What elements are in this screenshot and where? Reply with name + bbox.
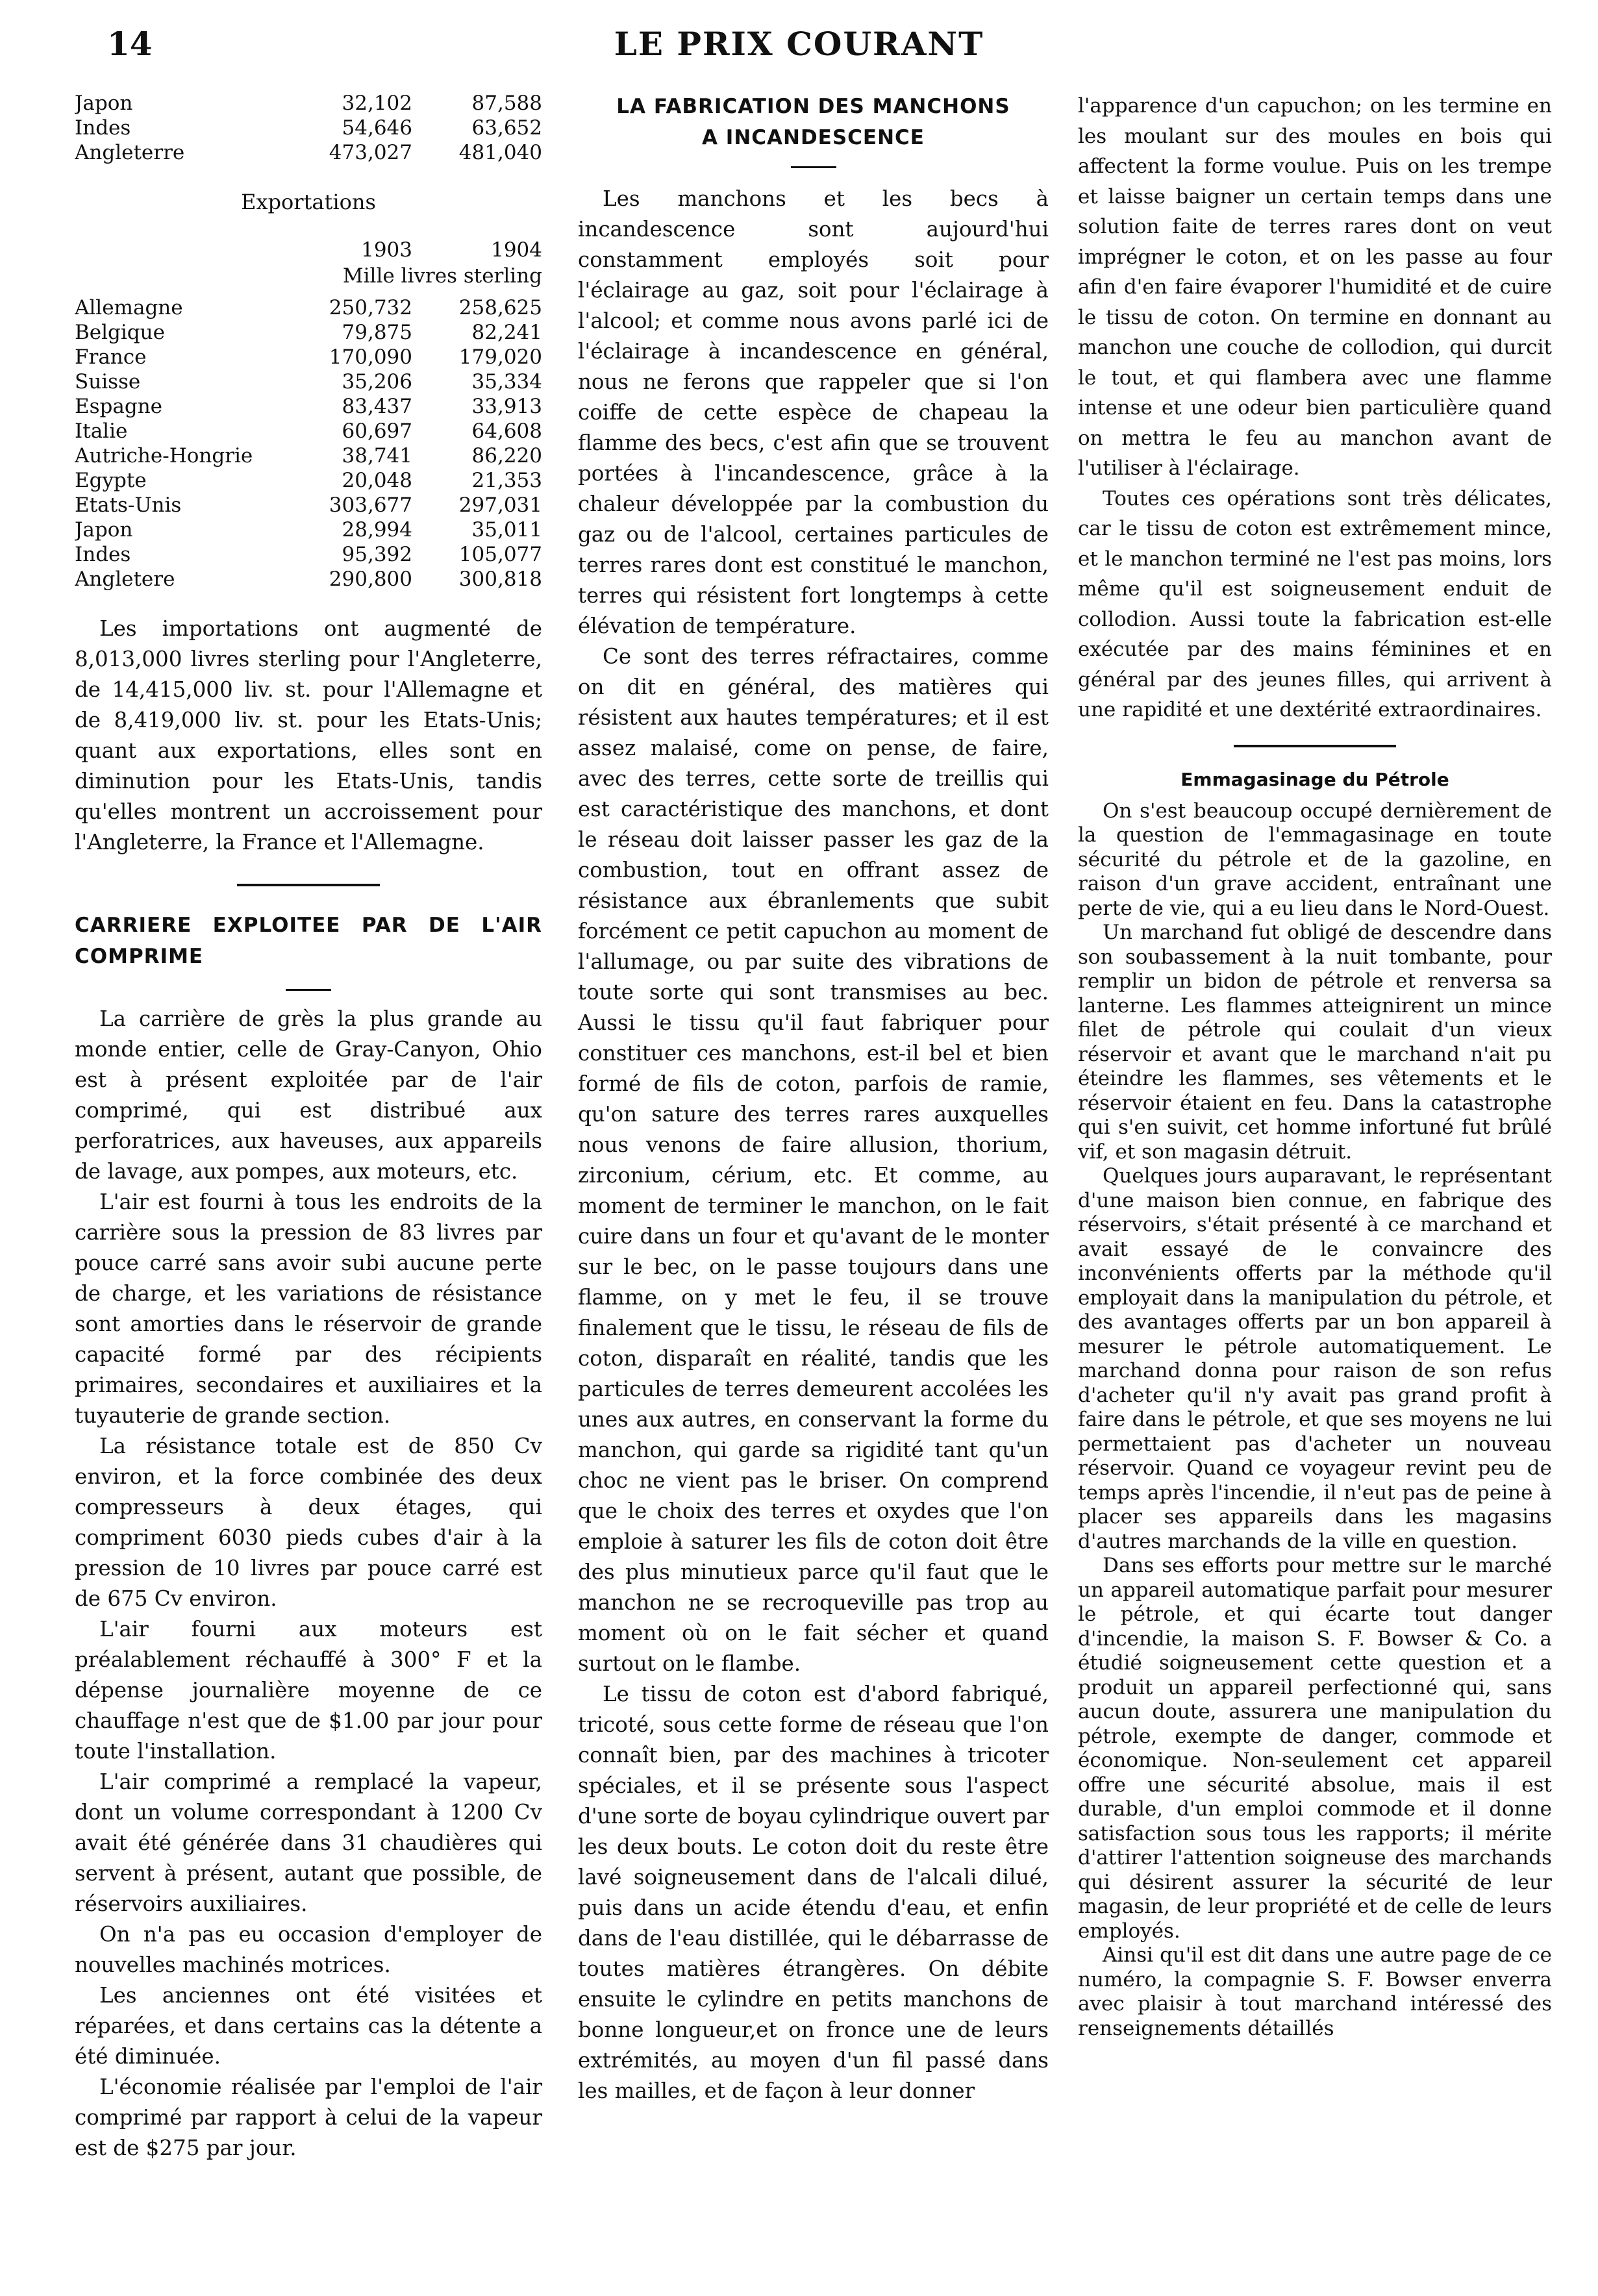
value-1904-cell: 33,913: [471, 395, 542, 418]
carriere-paragraph: L'air comprimé a remplacé la vapeur, dont un volume correspondant à 1200 Cv avait été générée dans 31 chaudières qui servent à présent, autant que possible, de réservoirs auxiliaires.: [75, 1769, 542, 1916]
value-1903-cell: 250,732: [329, 296, 412, 319]
value-1904-cell: 35,011: [471, 518, 542, 542]
manchons-title-line1: LA FABRICATION DES MANCHONS: [616, 95, 1010, 118]
table-row: [75, 493, 542, 518]
country-cell: Suisse: [75, 370, 141, 393]
petrole-paragraph: Quelques jours auparavant, le représentant d'une maison bien connue, en fabrique des réservoirs, s'était présenté à ce marchand et avait essayé de le convaincre des inconvénients offerts par la méthode qu'il employait dans la manipulation du pétrole, et des avantages offerts par un bon appareil à mesurer le pétrole automatiquement. Le marchand donna pour raison de son refus d'acheter qu'il n'y avait pas grand profit à faire dans le pétrole, et que ses moyens ne lui permettaient pas d'acheter un nouveau réservoir. Quand ce voyageur revint peu de temps après l'incendie, il n'eut pas de peine à placer ses appareils dans les magasins d'autres marchands de la ville en question.: [1078, 1164, 1552, 1553]
carriere-paragraph: La résistance totale est de 850 Cv environ, et la force combinée des deux compresseurs à deux étages, qui compriment 6030 pieds cubes d'air à la pression de 10 livres par pouce carré est de 675 Cv environ.: [75, 1434, 542, 1611]
title-divider: [286, 989, 331, 991]
value-1903-cell: 83,437: [342, 395, 412, 418]
column-2: [578, 91, 1049, 2106]
exports-units: Mille livres sterling: [342, 264, 542, 288]
exports-caption: Exportations: [241, 190, 376, 214]
country-cell: Japon: [75, 92, 133, 115]
value-1903-cell: 38,741: [342, 444, 412, 468]
country-cell: Belgique: [75, 321, 165, 344]
value-1903-cell: 28,994: [342, 518, 412, 542]
country-cell: Espagne: [75, 395, 163, 418]
value-1904-cell: 105,077: [458, 543, 542, 566]
table-row: [75, 394, 542, 419]
table-row: [75, 140, 542, 165]
carriere-paragraph: Les anciennes ont été visitées et réparées, et dans certains cas la détente a été diminuée.: [75, 1983, 542, 2069]
value-1904-cell: 481,040: [458, 141, 542, 164]
country-cell: Autriche-Hongrie: [75, 444, 253, 468]
table-row: [75, 518, 542, 542]
carriere-paragraph: On n'a pas eu occasion d'employer de nouvelles machinés motrices.: [75, 1922, 542, 1977]
value-1904-cell: 258,625: [458, 296, 542, 319]
column-1: [75, 91, 542, 2164]
country-cell: Angletere: [75, 568, 175, 591]
value-1904-cell: 87,588: [471, 92, 542, 115]
value-1904-cell: 21,353: [471, 469, 542, 492]
manchons-paragraph: Le tissu de coton est d'abord fabriqué, tricoté, sous cette forme de réseau que l'on connaît bien, par des machines à tricoter spéciales, et il se présente sous l'aspect d'une sorte de boyau cylindrique ouvert par les deux bouts. Le coton doit du reste être lavé soigneusement dans de l'alcali dilué, puis dans un acide étendu d'eau, et enfin dans de l'eau distillée, qui le débarrasse de toutes matières étrangères. On débite ensuite le cylindre en petits manchons de bonne longueur,et on fronce une de leurs extrémités, au moyen d'un fil passé dans les mailles, et de façon à leur donner: [578, 1682, 1049, 2103]
value-1903-cell: 32,102: [342, 92, 412, 115]
country-cell: France: [75, 345, 147, 369]
country-cell: Indes: [75, 116, 131, 140]
table-row: [75, 468, 542, 493]
petrole-paragraph: Un marchand fut obligé de descendre dans son soubassement à la nuit tombante, pour remplir un bidon de pétrole et renversa sa lanterne. Les flammes atteignirent un mince filet de pétrole qui coulait d'un vieux réservoir et avant que le marchand n'ait pu éteindre les flammes, ses vêtements et le réservoir étaient en feu. Dans la catastrophe qui s'en suivit, cet homme infortuné fut brûlé vif, et son magasin détruit.: [1078, 921, 1552, 1164]
table-row: [75, 369, 542, 394]
value-1903-cell: 303,677: [329, 493, 412, 517]
value-1903-cell: 20,048: [342, 469, 412, 492]
exports-table: [75, 295, 542, 592]
table-row: [75, 419, 542, 443]
title-divider: [791, 166, 836, 168]
country-cell: Allemagne: [75, 296, 183, 319]
value-1903-cell: 35,206: [342, 370, 412, 393]
table-row: [75, 345, 542, 369]
country-cell: Italie: [75, 419, 128, 443]
petrole-paragraph: Ainsi qu'il est dit dans une autre page de ce numéro, la compagnie S. F. Bowser enverra avec plaisir à tout marchand intéressé des renseignements détaillés: [1078, 1943, 1552, 2040]
value-1903-cell: 290,800: [329, 568, 412, 591]
manchons-paragraph: Ce sont des terres réfractaires, comme on dit en général, des matières qui résistent aux hautes températures; et il est assez malaisé, come on pense, de faire, avec des terres, cette sorte de treillis qui est caractéristique des manchons, et dont le réseau doit laisser passer les gaz de la combustion, tout en offrant assez de résistance aux ébranlements que subit forcément ce petit capuchon au moment de l'allumage, ou par suite des vibrations de toute sorte qui sont transmises au bec. Aussi le tissu qu'il faut fabriquer pour constituer ces manchons, est-il bel et bien formé de fils de coton, parfois de ramie, qu'on sature des terres rares auxquelles nous venons de faire allusion, thorium, zirconium, cérium, etc. Et comme, au moment de terminer le manchon, on le fait cuire dans un four et qu'avant de le monter sur le bec, on le passe toujours dans une flamme, on y met le feu, il se trouve finalement que le tissu, le réseau de fils de coton, disparaît en réalité, tandis que les particules de terres demeurent accolées les unes aux autres, en conservant la forme du manchon, qui garde sa rigidité tant qu'un choc ne vient pas le briser. On comprend que le choix des terres et oxydes que l'on emploie à saturer les fils de coton doit être des plus minutieux parce qu'il faut que le manchon ne se recroqueville pas trop au moment où on le fait sécher et quand surtout on le flambe.: [578, 644, 1049, 1676]
carriere-paragraph: L'air fourni aux moteurs est préalablement réchauffé à 300° F et la dépense journalière moyenne de ce chauffage n'est que de $1.00 par jour pour toute l'installation.: [75, 1617, 542, 1764]
table-row: [75, 443, 542, 468]
table-row: [75, 320, 542, 345]
page-header: [0, 19, 1598, 78]
value-1903-cell: 95,392: [342, 543, 412, 566]
value-1904-cell: 297,031: [458, 493, 542, 517]
value-1904-cell: 179,020: [458, 345, 542, 369]
value-1903-cell: 60,697: [342, 419, 412, 443]
table-row: [75, 91, 542, 116]
manchons-continuation: l'apparence d'un capuchon; on les termine en les moulant sur des moules en bois qui affectent la forme voulue. Puis on les trempe et laisse baigner un certain temps dans une solution faite de terres rares dont on veut imprégner le coton, et on les passe au four afin d'en faire évaporer l'humidité et de cuire le tissu de coton. On termine en donnant au manchon une couche de collodion, qui durcit le tout, et qui flambera avec une flamme intense et une odeur bien particulière quand on mettra le feu au manchon avant de l'utiliser à l'éclairage.: [1078, 94, 1552, 480]
country-cell: Indes: [75, 543, 131, 566]
country-cell: Etats-Unis: [75, 493, 182, 517]
table-row: [75, 542, 542, 567]
value-1903-cell: 54,646: [342, 116, 412, 140]
country-cell: Egypte: [75, 469, 147, 492]
column-3: [1078, 91, 1552, 2041]
table-row: [75, 295, 542, 320]
imports-paragraph: Les importations ont augmenté de 8,013,000 livres sterling pour l'Angleterre, de 14,415,000 liv. st. pour l'Allemagne et de 8,419,000 liv. st. pour les Etats-Unis; quant aux exportations, elles sont en diminution pour les Etats-Unis, tandis qu'elles montrent un accroissement pour l'Angleterre, la France et l'Allemagne.: [75, 616, 542, 855]
manchons-title-line2: A INCANDESCENCE: [702, 126, 925, 149]
carriere-paragraph: La carrière de grès la plus grande au monde entier, celle de Gray-Canyon, Ohio est à présent exploitée par de l'air comprimé, qui est distribué aux perforatrices, aux haveuses, aux appareils de lavage, aux pompes, aux moteurs, etc.: [75, 1006, 542, 1184]
carriere-title: CARRIERE EXPLOITEE PAR DE L'AIR COMPRIME: [75, 914, 542, 968]
year-1903-header: 1903: [361, 238, 412, 262]
carriere-paragraph: L'économie réalisée par l'emploi de l'air comprimé par rapport à celui de la vapeur est de $275 par jour.: [75, 2075, 542, 2160]
value-1904-cell: 35,334: [471, 370, 542, 393]
manchons-paragraph: Toutes ces opérations sont très délicates, car le tissu de coton est extrêmement mince, et le manchon terminé ne l'est pas moins, lors même qu'il est soigneusement enduit de collodion. Aussi toute la fabrication est-elle exécutée par des mains féminines et en général par des jeunes filles, qui arrivent à une rapidité et une dextérité extraordinaires.: [1078, 486, 1552, 721]
year-1904-header: 1904: [491, 238, 542, 262]
page-number: 14: [107, 25, 153, 63]
manchons-paragraph: Les manchons et les becs à incandescence sont aujourd'hui constamment employés soit pour l'éclairage au gaz, soit pour l'éclairage à l'alcool; et comme nous avons parlé ici de l'éclairage à incandescence en général, nous ne ferons que rappeler que si l'on coiffe de cette espèce de chapeau la flamme des becs, c'est afin que se trouvent portées à l'incandescence, grâce à la chaleur développée par la combustion du gaz ou de l'alcool, certaines particules de terres rares dont est constitué le manchon, terres qui résistent fort longtemps à cette élévation de température.: [578, 186, 1049, 638]
petrole-title: Emmagasinage du Pétrole: [1180, 768, 1449, 790]
petrole-paragraph: Dans ses efforts pour mettre sur le marché un appareil automatique parfait pour mesurer le pétrole, et qui écarte tout danger d'incendie, la maison S. F. Bowser & Co. a étudié soigneusement cette question et a produit un appareil perfectionné qui, sans aucun doute, assurera une manipulation du pétrole, exempte de danger, commode et économique. Non-seulement cet appareil offre une sécurité absolue, mais il est durable, d'un emploi commode et il donne satisfaction sous tous les rapports; il mérite d'attirer l'attention soigneuse des marchands qui désirent assurer la sécurité de leur magasin, de leur propriété et de celle de leurs employés.: [1078, 1554, 1552, 1943]
section-divider: [1234, 745, 1396, 747]
imports-table-tail: [75, 91, 542, 165]
table-row: [75, 567, 542, 592]
country-cell: Japon: [75, 518, 133, 542]
section-divider: [237, 884, 380, 886]
carriere-paragraph: L'air est fourni à tous les endroits de la carrière sous la pression de 83 livres par pouce carré sans avoir subi aucune perte de charge, et les variations de résistance sont amorties dans le réservoir de grande capacité formé par des récipients primaires, secondaires et auxiliaires et la tuyauterie de grande section.: [75, 1190, 542, 1428]
value-1903-cell: 473,027: [329, 141, 412, 164]
exports-header-row: [75, 237, 542, 263]
value-1903-cell: 170,090: [329, 345, 412, 369]
table-row: [75, 116, 542, 140]
value-1904-cell: 64,608: [471, 419, 542, 443]
country-cell: Angleterre: [75, 141, 185, 164]
value-1903-cell: 79,875: [342, 321, 412, 344]
journal-title: LE PRIX COURANT: [614, 25, 984, 63]
petrole-paragraph: On s'est beaucoup occupé dernièrement de la question de l'emmagasinage en toute sécurité du pétrole et de la gazoline, en raison d'un grave accident, entraînant une perte de vie, qui a eu lieu dans le Nord-Ouest.: [1078, 799, 1552, 920]
value-1904-cell: 86,220: [471, 444, 542, 468]
value-1904-cell: 82,241: [471, 321, 542, 344]
value-1904-cell: 63,652: [471, 116, 542, 140]
value-1904-cell: 300,818: [458, 568, 542, 591]
